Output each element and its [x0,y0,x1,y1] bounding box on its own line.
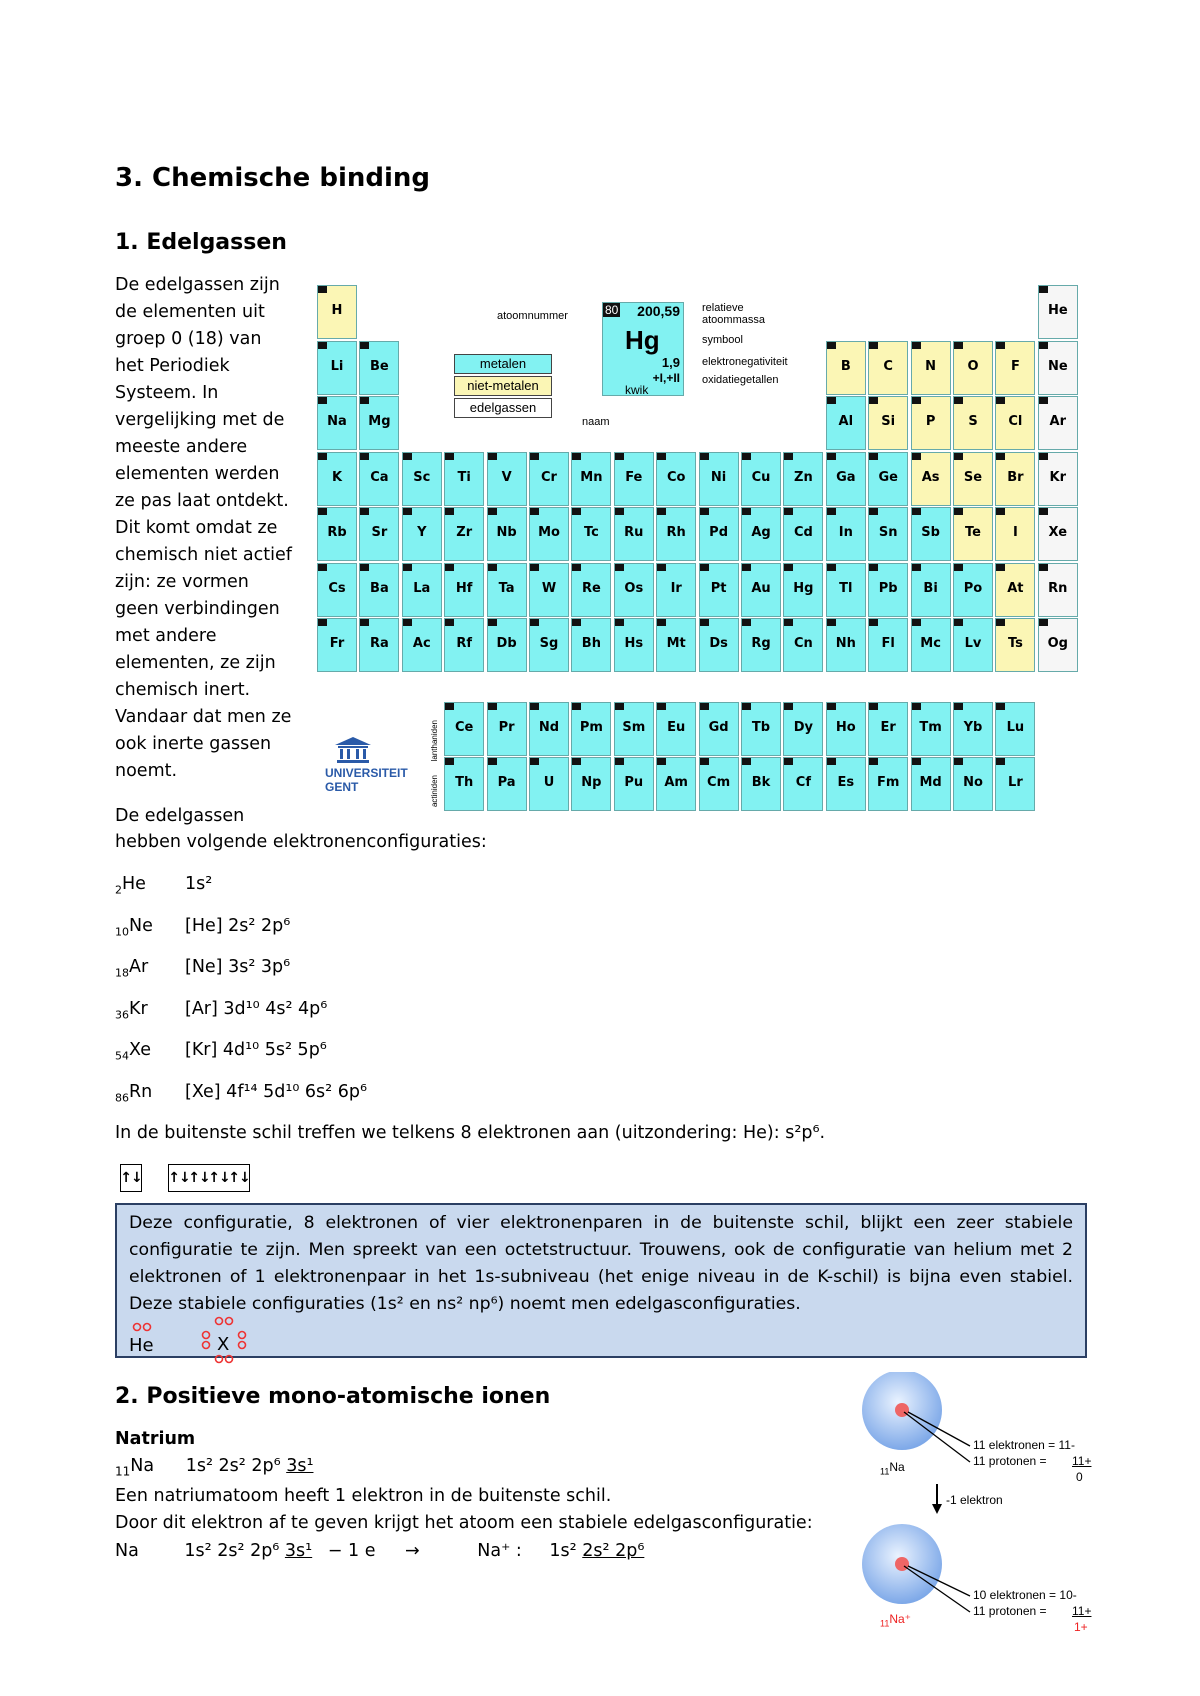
element-cell-bi: Bi [911,563,951,617]
element-cell-nd: Nd [529,702,569,756]
element-cell-tl: Tl [826,563,866,617]
periodic-table [317,270,1090,815]
university-name-line2: GENT [325,780,359,794]
eq-ion: Na⁺ : [477,1541,522,1561]
lanthanid-label: lanthaniden [430,720,440,762]
element-cell-sr: Sr [359,507,399,561]
element-key-cell [602,302,684,396]
element-cell-nh: Nh [826,618,866,672]
element-cell-f: F [995,341,1035,395]
element-cell-ir: Ir [656,563,696,617]
element-cell-zr: Zr [444,507,484,561]
net-charge: 0 [1076,1470,1083,1484]
element-cell-dy: Dy [783,702,823,756]
element-cell-am: Am [656,757,696,811]
section-heading-edelgassen: 1. Edelgassen [115,230,287,255]
eq-ion-config-1s: 1s² [549,1541,577,1561]
element-cell-ba: Ba [359,563,399,617]
element-cell-cd: Cd [783,507,823,561]
atom-label: $_{11}$Na [880,1460,905,1477]
element-cell-fl: Fl [868,618,908,672]
step-label: -1 elektron [946,1493,1003,1507]
element-cell-eu: Eu [656,702,696,756]
paragraph-line: ze pas laat ontdekt. [115,491,289,511]
config-row [115,1082,367,1105]
orbital-box-sp [168,1164,250,1192]
electron-count-label: 11 elektronen = 11- [973,1438,1075,1452]
element-cell-o: O [953,341,993,395]
paragraph-line: Vandaar dat men ze [115,707,292,727]
element-cell-ra: Ra [359,618,399,672]
element-symbol: $_{54}$Xe [115,1040,151,1063]
eq-ion-config-outer: 2s² 2p⁶ [582,1541,645,1561]
element-cell-os: Os [614,563,654,617]
paragraph-line: elementen werden [115,464,280,484]
paragraph-line: de elementen uit [115,302,265,322]
element-cell-u: U [529,757,569,811]
element-cell-ne: Ne [1038,341,1078,395]
element-cell-ce: Ce [444,702,484,756]
ion-net-charge: 1+ [1074,1620,1088,1634]
element-cell-c: C [868,341,908,395]
element-cell-te: Te [953,507,993,561]
paragraph-line: met andere [115,626,217,646]
element-cell-sm: Sm [614,702,654,756]
element-cell-pd: Pd [699,507,739,561]
paragraph-line: zijn: ze vormen [115,572,249,592]
legend-item: metalen [454,354,552,374]
element-cell-br: Br [995,452,1035,506]
key-mass: 200,59 [637,303,680,319]
element-cell-mc: Mc [911,618,951,672]
element-symbol: $_{36}$Kr [115,998,148,1021]
orbital-pair-arrow-icon: ↑↓ [188,1170,210,1186]
element-cell-ho: Ho [826,702,866,756]
eq-config: 1s² 2s² 2p⁶ [184,1541,280,1561]
legend-item: niet-metalen [454,376,552,396]
subheading-natrium: Natrium [115,1429,196,1449]
element-cell-mg: Mg [359,396,399,450]
sodium-ion-diagram [860,1372,1100,1637]
config-row [115,999,327,1022]
electron-configuration: 1s² [185,874,213,894]
paragraph-line: Systeem. In [115,383,219,403]
element-cell-b: B [826,341,866,395]
eq-na: Na [115,1541,139,1561]
element-cell-gd: Gd [699,702,739,756]
element-cell-si: Si [868,396,908,450]
na-atomic-number: 11 [115,1464,131,1479]
ion-electron-count-label: 10 elektronen = 10- [973,1588,1077,1602]
ionization-equation [115,1541,644,1561]
element-cell-la: La [402,563,442,617]
element-cell-yb: Yb [953,702,993,756]
na-symbol: Na [130,1456,155,1476]
electron-configuration: [Kr] 4d¹⁰ 5s² 5p⁶ [185,1040,327,1060]
element-cell-at: At [995,563,1035,617]
element-cell-in: In [826,507,866,561]
element-symbol: $_2$He [115,874,146,897]
ion-label: $_{11}$Na⁺ [880,1612,912,1629]
paragraph-line: meeste andere [115,437,248,457]
orbital-pair-arrow-icon: ↑↓ [228,1170,250,1186]
key-ox: +I,+II [652,371,680,385]
element-cell-er: Er [868,702,908,756]
element-cell-hf: Hf [444,563,484,617]
orbital-box-s [120,1164,142,1192]
element-cell-ag: Ag [741,507,781,561]
element-cell-pu: Pu [614,757,654,811]
key-name: kwik [625,383,649,397]
element-cell-rb: Rb [317,507,357,561]
element-cell-as: As [911,452,951,506]
element-cell-ca: Ca [359,452,399,506]
element-cell-bk: Bk [741,757,781,811]
orbital-pair-arrow-icon: ↑↓ [208,1170,230,1186]
proton-charge: 11+ [1072,1454,1092,1468]
intro-line-1: De edelgassen [115,806,245,826]
key-label: naam [582,416,610,428]
element-cell-y: Y [402,507,442,561]
element-cell-sb: Sb [911,507,951,561]
element-cell-ds: Ds [699,618,739,672]
element-cell-v: V [487,452,527,506]
paragraph-line: noemt. [115,761,178,781]
key-atomic-number: 80 [605,303,619,317]
element-cell-be: Be [359,341,399,395]
intro-paragraph [115,272,295,785]
university-logo [325,736,415,796]
key-label: symbool [702,334,743,346]
element-cell-xe: Xe [1038,507,1078,561]
config-row [115,957,290,980]
element-cell-nb: Nb [487,507,527,561]
element-cell-pt: Pt [699,563,739,617]
element-cell-co: Co [656,452,696,506]
legend-item: edelgassen [454,398,552,418]
paragraph-line: elementen, ze zijn [115,653,276,673]
element-cell-db: Db [487,618,527,672]
electron-pair-icon [131,1322,155,1332]
element-cell-ts: Ts [995,618,1035,672]
electron-configuration: [Xe] 4f¹⁴ 5d¹⁰ 6s² 6p⁶ [185,1081,367,1102]
element-cell-fm: Fm [868,757,908,811]
university-name-line1: UNIVERSITEIT [325,766,408,780]
building-icon [333,736,373,764]
element-cell-sn: Sn [868,507,908,561]
paragraph-line: geen verbindingen [115,599,280,619]
na-config-valence: 3s¹ [286,1456,314,1476]
element-cell-ta: Ta [487,563,527,617]
element-cell-h: H [317,285,357,339]
orbital-pair-arrow-icon: ↑↓ [120,1170,142,1186]
natrium-line-2: Door dit elektron af te geven krijgt het atoom een stabiele edelgasconfiguratie: [115,1513,813,1533]
key-symbol: Hg [625,325,660,355]
key-label: oxidatiegetallen [702,374,779,386]
element-symbol: $_{10}$Ne [115,915,153,938]
element-cell-tc: Tc [571,507,611,561]
electron-configuration: [Ne] 3s² 3p⁶ [185,957,291,977]
element-cell-cl: Cl [995,396,1035,450]
element-cell-p: P [911,396,951,450]
element-cell-hg: Hg [783,563,823,617]
element-cell-zn: Zn [783,452,823,506]
generic-atom-symbol: X [217,1334,230,1355]
config-row [115,874,212,897]
config-row [115,1040,327,1063]
na-config: 1s² 2s² 2p⁶ [185,1456,281,1476]
element-cell-ga: Ga [826,452,866,506]
eq-valence: 3s¹ [284,1541,313,1561]
element-cell-pb: Pb [868,563,908,617]
element-cell-cf: Cf [783,757,823,811]
element-cell-n: N [911,341,951,395]
element-cell-lu: Lu [995,702,1035,756]
actinid-label: actiniden [430,775,440,808]
element-cell-mo: Mo [529,507,569,561]
helium-symbol: He [129,1335,154,1356]
element-cell-fe: Fe [614,452,654,506]
paragraph-line: Dit komt omdat ze [115,518,278,538]
element-cell-lv: Lv [953,618,993,672]
element-cell-mt: Mt [656,618,696,672]
element-cell-no: No [953,757,993,811]
paragraph-line: chemisch inert. [115,680,251,700]
element-cell-ni: Ni [699,452,739,506]
key-en: 1,9 [661,355,680,370]
element-cell-cs: Cs [317,563,357,617]
key-label: relatieve atoommassa [702,302,765,326]
element-cell-md: Md [911,757,951,811]
element-cell-mn: Mn [571,452,611,506]
paragraph-line: ook inerte gassen [115,734,272,754]
element-cell-es: Es [826,757,866,811]
element-cell-sc: Sc [402,452,442,506]
ion-proton-charge: 11+ [1072,1604,1092,1618]
element-cell-tb: Tb [741,702,781,756]
element-cell-k: K [317,452,357,506]
element-cell-ti: Ti [444,452,484,506]
element-cell-ge: Ge [868,452,908,506]
element-cell-cn: Cn [783,618,823,672]
key-label: atoomnummer [497,310,568,322]
na-config-line [115,1456,313,1479]
intro-line-2: hebben volgende elektronenconfiguraties: [115,832,487,852]
element-cell-au: Au [741,563,781,617]
element-cell-kr: Kr [1038,452,1078,506]
element-cell-fr: Fr [317,618,357,672]
element-cell-al: Al [826,396,866,450]
element-cell-w: W [529,563,569,617]
element-cell-rn: Rn [1038,563,1078,617]
orbital-pair-arrow-icon: ↑↓ [168,1170,190,1186]
key-label: elektronegativiteit [702,356,788,368]
element-cell-tm: Tm [911,702,951,756]
paragraph-line: chemisch niet actief [115,545,292,565]
outer-shell-sentence: In de buitenste schil treffen we telkens 8 elektronen aan (uitzondering: He): s²p⁶. [115,1123,826,1143]
element-cell-pm: Pm [571,702,611,756]
element-cell-cu: Cu [741,452,781,506]
element-cell-th: Th [444,757,484,811]
element-cell-li: Li [317,341,357,395]
section-heading-ions: 2. Positieve mono-atomische ionen [115,1384,551,1409]
element-cell-cr: Cr [529,452,569,506]
element-cell-bh: Bh [571,618,611,672]
config-row [115,916,290,939]
element-cell-lr: Lr [995,757,1035,811]
element-cell-he: He [1038,285,1078,339]
element-cell-na: Na [317,396,357,450]
element-symbol: $_{18}$Ar [115,957,149,980]
element-cell-cm: Cm [699,757,739,811]
electron-configuration: [He] 2s² 2p⁶ [185,915,291,936]
paragraph-line: vergelijking met de [115,410,285,430]
element-cell-pr: Pr [487,702,527,756]
element-cell-hs: Hs [614,618,654,672]
paragraph-line: De edelgassen zijn [115,275,280,295]
element-cell-se: Se [953,452,993,506]
element-cell-po: Po [953,563,993,617]
element-cell-pa: Pa [487,757,527,811]
page-title: 3. Chemische binding [115,163,431,193]
element-cell-re: Re [571,563,611,617]
element-cell-s: S [953,396,993,450]
natrium-line-1: Een natriumatoom heeft 1 elektron in de buitenste schil. [115,1486,612,1506]
element-cell-rf: Rf [444,618,484,672]
proton-count-label: 11 protonen = [973,1454,1047,1468]
element-cell-ac: Ac [402,618,442,672]
element-cell-i: I [995,507,1035,561]
electron-configuration: [Ar] 3d¹⁰ 4s² 4p⁶ [185,998,328,1019]
element-cell-ru: Ru [614,507,654,561]
element-cell-sg: Sg [529,618,569,672]
element-cell-rg: Rg [741,618,781,672]
element-cell-ar: Ar [1038,396,1078,450]
paragraph-line: het Periodiek [115,356,230,376]
octet-info-text: Deze configuratie, 8 elektronen of vier elektronenparen in de buitenste schil, blijkt een zeer stabiele configuratie te zijn. Men spreekt van een octetstructuur. Trouwens, ook de configuratie van helium met 2 elektronen of 1 elektronenpaar in het 1s-subniveau (het enige niveau in de K-schil) is bijna even stabiel. Deze stabiele configuraties (1s² en ns² np⁶) noemt men edelgasconfiguraties. [129,1213,1073,1314]
element-symbol: $_{86}$Rn [115,1081,153,1104]
octet-info-box [115,1203,1087,1358]
ion-proton-count-label: 11 protonen = [973,1604,1047,1618]
eq-minus-electron: − 1 e [327,1541,376,1561]
element-cell-og: Og [1038,618,1078,672]
reaction-arrow-icon: → [405,1541,420,1561]
element-cell-np: Np [571,757,611,811]
paragraph-line: groep 0 (18) van [115,329,262,349]
element-cell-rh: Rh [656,507,696,561]
